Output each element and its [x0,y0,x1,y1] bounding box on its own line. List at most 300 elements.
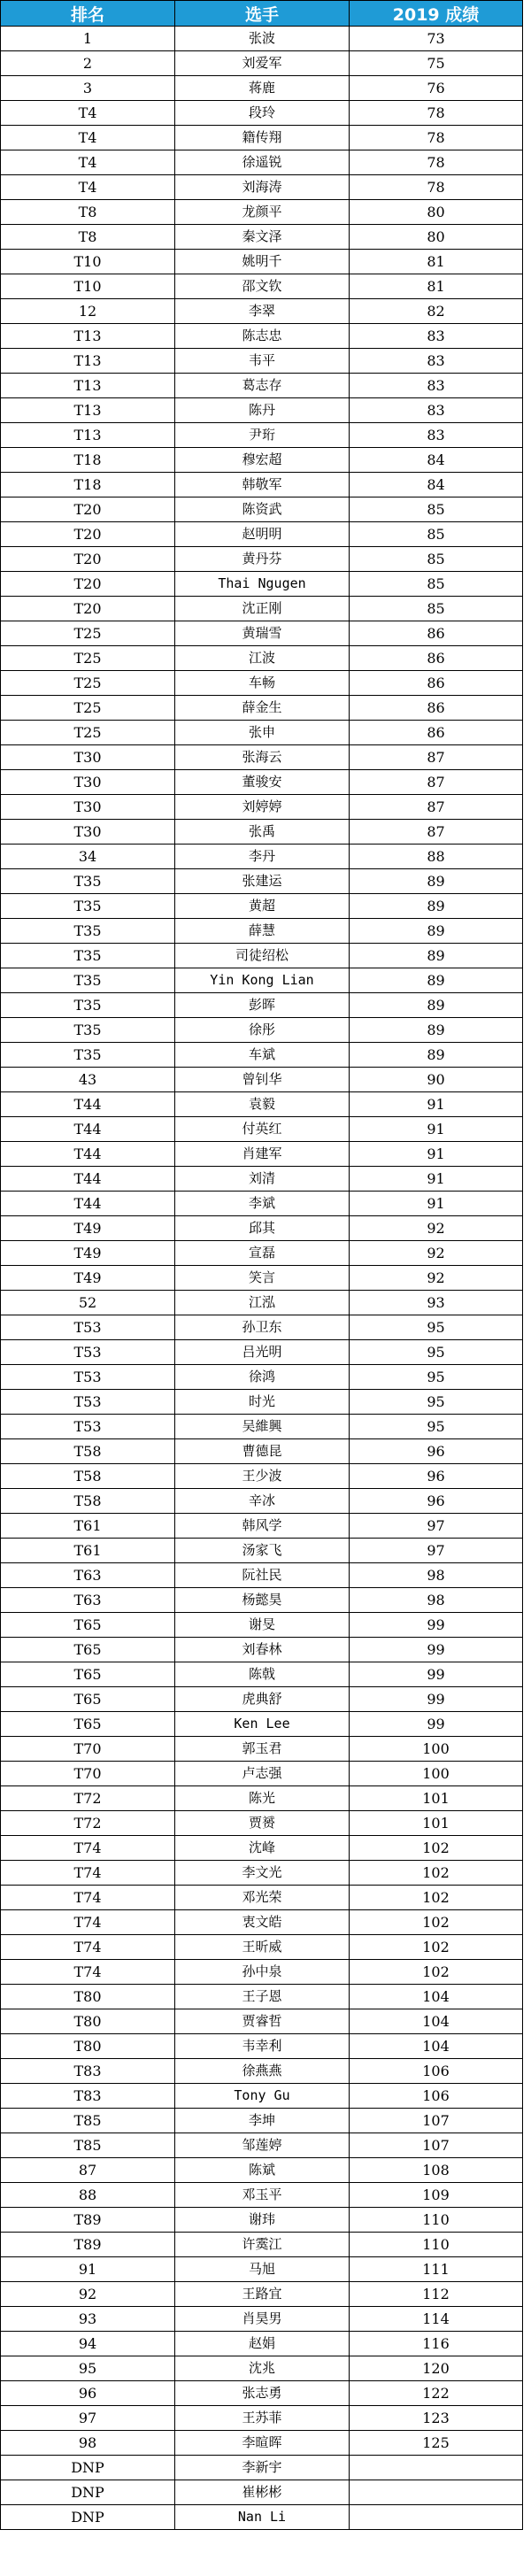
table-row [1,1737,523,1762]
rank-cell: T74 [1,1836,175,1861]
rank-cell: T8 [1,225,175,250]
rank-cell: T25 [1,671,175,696]
rank-cell: 98 [1,2431,175,2456]
rank-cell: T13 [1,349,175,374]
table-row [1,1563,523,1588]
player-name-cell: 谢玮 [175,2208,350,2233]
rank-cell: T70 [1,1737,175,1762]
player-name-cell: 彭晖 [175,993,350,1018]
score-cell: 102 [350,1960,523,1985]
score-cell: 99 [350,1662,523,1687]
table-row [1,1266,523,1291]
rank-cell: 96 [1,2381,175,2406]
player-name-cell: 刘爱军 [175,51,350,76]
player-name-cell: 徐燕燕 [175,2059,350,2084]
score-cell: 85 [350,522,523,547]
player-name-cell: 赵娟 [175,2332,350,2356]
score-cell: 91 [350,1092,523,1117]
table-row [1,2307,523,2332]
table-row [1,597,523,621]
score-cell: 92 [350,1266,523,1291]
score-cell: 106 [350,2084,523,2109]
player-name-cell: Tony Gu [175,2084,350,2109]
score-cell: 95 [350,1415,523,1439]
table-row [1,1415,523,1439]
score-cell: 123 [350,2406,523,2431]
table-row [1,1489,523,1514]
rank-cell: T20 [1,597,175,621]
score-cell: 84 [350,448,523,473]
table-row [1,2059,523,2084]
table-row [1,1638,523,1662]
player-name-cell: 时光 [175,1390,350,1415]
player-name-cell: 王昕威 [175,1935,350,1960]
player-name-cell: 段玲 [175,101,350,126]
table-row [1,2233,523,2257]
rank-cell: T74 [1,1910,175,1935]
player-name-cell: 张志勇 [175,2381,350,2406]
player-name-cell: 辛冰 [175,1489,350,1514]
player-name-cell: 沈兆 [175,2356,350,2381]
score-cell: 87 [350,745,523,770]
player-name-cell: 陈戟 [175,1662,350,1687]
score-cell: 97 [350,1514,523,1539]
player-name-cell: 李翠 [175,299,350,324]
rank-cell: T61 [1,1539,175,1563]
score-cell: 81 [350,274,523,299]
score-cell: 99 [350,1712,523,1737]
score-cell: 89 [350,1043,523,1068]
score-cell: 83 [350,324,523,349]
rank-cell: T18 [1,448,175,473]
score-cell: 89 [350,919,523,944]
player-name-cell: 黄瑞雪 [175,621,350,646]
table-row [1,1762,523,1786]
score-cell: 86 [350,621,523,646]
table-header [1,1,523,27]
rank-cell: T4 [1,150,175,175]
table-row [1,1192,523,1216]
player-name-cell: 李丹 [175,845,350,869]
table-row [1,1315,523,1340]
score-cell: 83 [350,423,523,448]
score-cell: 99 [350,1613,523,1638]
player-name-cell: 邱其 [175,1216,350,1241]
score-cell: 89 [350,993,523,1018]
player-name-cell: 沈峰 [175,1836,350,1861]
table-row [1,1117,523,1142]
player-name-cell: 李文光 [175,1861,350,1886]
rank-cell: T25 [1,621,175,646]
rank-cell: T35 [1,1018,175,1043]
table-row [1,274,523,299]
rank-cell: T25 [1,721,175,745]
table-row [1,671,523,696]
header-row [1,1,523,27]
table-row [1,1464,523,1489]
rank-cell: T13 [1,398,175,423]
player-name-cell: 车斌 [175,1043,350,1068]
rank-cell: 97 [1,2406,175,2431]
player-name-cell: 李暄晖 [175,2431,350,2456]
score-cell: 90 [350,1068,523,1092]
rank-cell: T53 [1,1315,175,1340]
player-name-cell: 孙中泉 [175,1960,350,1985]
table-row [1,2208,523,2233]
player-name-cell: 刘海涛 [175,175,350,200]
player-name-cell: 张海云 [175,745,350,770]
score-cell: 99 [350,1687,523,1712]
score-cell: 78 [350,150,523,175]
rank-cell: T20 [1,497,175,522]
table-row [1,473,523,497]
player-name-cell: Yin Kong Lian [175,968,350,993]
rank-cell: T53 [1,1415,175,1439]
player-name-cell: 司徒绍松 [175,944,350,968]
rank-cell: T53 [1,1365,175,1390]
player-name-cell: 邹莲婷 [175,2133,350,2158]
rank-cell: 1 [1,27,175,51]
player-name-cell: 阮社民 [175,1563,350,1588]
table-row [1,646,523,671]
score-cell: 91 [350,1117,523,1142]
player-name-cell: 韦幸利 [175,2034,350,2059]
player-name-cell: 汤家飞 [175,1539,350,1563]
table-row [1,1439,523,1464]
rank-cell: T70 [1,1762,175,1786]
rank-cell: T65 [1,1613,175,1638]
table-row [1,745,523,770]
rank-cell: T18 [1,473,175,497]
rank-cell: T44 [1,1167,175,1192]
table-row [1,200,523,225]
rank-cell: T80 [1,1985,175,2009]
rank-cell: T20 [1,572,175,597]
player-name-cell: 李新宇 [175,2456,350,2480]
score-cell: 88 [350,845,523,869]
score-cell: 95 [350,1340,523,1365]
score-cell: 86 [350,721,523,745]
table-row [1,76,523,101]
score-cell: 89 [350,869,523,894]
score-cell: 100 [350,1737,523,1762]
score-cell: 85 [350,572,523,597]
score-cell: 85 [350,547,523,572]
table-row [1,1687,523,1712]
score-cell: 81 [350,250,523,274]
rank-cell: T83 [1,2059,175,2084]
rank-cell: T4 [1,126,175,150]
player-name-cell: 王路宜 [175,2282,350,2307]
score-cell: 87 [350,820,523,845]
score-cell: 93 [350,1291,523,1315]
table-row [1,572,523,597]
rank-cell: 94 [1,2332,175,2356]
table-row [1,2158,523,2183]
table-row [1,2332,523,2356]
player-name-cell: 薛金生 [175,696,350,721]
rank-cell: T49 [1,1266,175,1291]
table-row [1,225,523,250]
table-row [1,2356,523,2381]
player-name-cell: 刘春林 [175,1638,350,1662]
player-name-cell: 陈资武 [175,497,350,522]
rank-cell: T35 [1,869,175,894]
score-cell: 111 [350,2257,523,2282]
rank-cell: T25 [1,646,175,671]
table-row [1,51,523,76]
table-row [1,1291,523,1315]
score-cell: 98 [350,1563,523,1588]
rank-cell: T44 [1,1117,175,1142]
score-cell: 95 [350,1315,523,1340]
score-cell: 101 [350,1811,523,1836]
score-cell: 89 [350,968,523,993]
table-row [1,869,523,894]
rank-cell: T80 [1,2009,175,2034]
player-name-cell: 穆宏超 [175,448,350,473]
score-cell [350,2456,523,2480]
player-name-cell: 肖昊男 [175,2307,350,2332]
player-name-cell: 邓光荣 [175,1886,350,1910]
player-name-cell: 徐鸿 [175,1365,350,1390]
score-cell: 73 [350,27,523,51]
rank-cell: T13 [1,324,175,349]
table-row [1,150,523,175]
score-cell: 107 [350,2133,523,2158]
table-row [1,1539,523,1563]
score-cell: 99 [350,1638,523,1662]
table-row [1,1043,523,1068]
player-name-cell: Ken Lee [175,1712,350,1737]
table-row [1,398,523,423]
score-cell: 86 [350,671,523,696]
table-row [1,1985,523,2009]
rank-cell: T44 [1,1092,175,1117]
score-cell: 110 [350,2233,523,2257]
score-cell: 86 [350,696,523,721]
player-name-cell: Nan Li [175,2505,350,2530]
rank-cell: DNP [1,2480,175,2505]
rank-cell: 87 [1,2158,175,2183]
table-row [1,1662,523,1687]
player-name-cell: 陈光 [175,1786,350,1811]
rank-cell: 92 [1,2282,175,2307]
score-cell: 96 [350,1489,523,1514]
score-cell: 76 [350,76,523,101]
table-row [1,2431,523,2456]
player-name-cell: 邵文钦 [175,274,350,299]
rank-cell: 12 [1,299,175,324]
rank-cell: 93 [1,2307,175,2332]
rank-cell: T83 [1,2084,175,2109]
player-name-cell: 刘婷婷 [175,795,350,820]
player-name-cell: 韦平 [175,349,350,374]
score-cell: 97 [350,1539,523,1563]
score-cell: 82 [350,299,523,324]
table-row [1,497,523,522]
rank-cell: T20 [1,547,175,572]
score-cell: 114 [350,2307,523,2332]
table-row [1,2109,523,2133]
player-name-cell: 秦文泽 [175,225,350,250]
table-row [1,1960,523,1985]
table-row [1,1861,523,1886]
score-cell: 102 [350,1910,523,1935]
table-row [1,522,523,547]
table-row [1,2034,523,2059]
table-row [1,1910,523,1935]
player-name-cell: 赵明明 [175,522,350,547]
rank-cell: T53 [1,1390,175,1415]
player-column-header: 选手 [175,1,350,27]
player-name-cell: 张申 [175,721,350,745]
score-cell: 122 [350,2381,523,2406]
table-row [1,2406,523,2431]
rank-cell: T4 [1,175,175,200]
score-cell: 86 [350,646,523,671]
rank-cell: 95 [1,2356,175,2381]
player-name-cell: 沈正刚 [175,597,350,621]
rank-cell: T89 [1,2233,175,2257]
rank-cell: T58 [1,1489,175,1514]
score-cell: 87 [350,770,523,795]
player-name-cell: 杨懿昊 [175,1588,350,1613]
player-name-cell: 籍传翔 [175,126,350,150]
table-row [1,1216,523,1241]
score-cell: 89 [350,944,523,968]
rank-cell: T49 [1,1216,175,1241]
player-name-cell: 卢志强 [175,1762,350,1786]
rank-cell: T65 [1,1712,175,1737]
player-name-cell: 黄丹芬 [175,547,350,572]
rank-cell: T58 [1,1439,175,1464]
table-row [1,1018,523,1043]
table-row [1,919,523,944]
table-row [1,820,523,845]
score-cell: 96 [350,1464,523,1489]
score-cell: 109 [350,2183,523,2208]
rank-cell: 2 [1,51,175,76]
rank-cell: T30 [1,820,175,845]
player-name-cell: 徐彤 [175,1018,350,1043]
score-cell: 83 [350,374,523,398]
rank-cell: T63 [1,1588,175,1613]
player-name-cell: 张建运 [175,869,350,894]
score-cell: 80 [350,200,523,225]
score-cell: 83 [350,398,523,423]
player-name-cell: 马旭 [175,2257,350,2282]
rank-cell: 3 [1,76,175,101]
rank-cell: T74 [1,1886,175,1910]
player-name-cell: 肖建军 [175,1142,350,1167]
rank-cell: 88 [1,2183,175,2208]
player-name-cell: 韩风学 [175,1514,350,1539]
rank-cell: T35 [1,968,175,993]
table-row [1,2133,523,2158]
player-name-cell: 曾钊华 [175,1068,350,1092]
rank-cell: T30 [1,745,175,770]
table-row [1,1167,523,1192]
score-cell: 78 [350,101,523,126]
table-row [1,349,523,374]
table-row [1,770,523,795]
player-name-cell: 姚明千 [175,250,350,274]
score-cell: 89 [350,1018,523,1043]
player-name-cell: 尹珩 [175,423,350,448]
score-cell: 95 [350,1390,523,1415]
player-name-cell: 葛志存 [175,374,350,398]
player-name-cell: 吕光明 [175,1340,350,1365]
table-row [1,2183,523,2208]
player-name-cell: 袁毅 [175,1092,350,1117]
player-name-cell: 李坤 [175,2109,350,2133]
rank-cell: T61 [1,1514,175,1539]
player-name-cell: 崔彬彬 [175,2480,350,2505]
player-name-cell: 孙卫东 [175,1315,350,1340]
rank-cell: T72 [1,1786,175,1811]
player-name-cell: 车畅 [175,671,350,696]
score-cell: 108 [350,2158,523,2183]
table-row [1,894,523,919]
player-name-cell: 王少波 [175,1464,350,1489]
rank-cell: T85 [1,2133,175,2158]
rank-cell: T89 [1,2208,175,2233]
table-row [1,1588,523,1613]
rank-cell: T13 [1,374,175,398]
table-row [1,2257,523,2282]
score-column-header: 2019 成绩 [350,1,523,27]
player-name-cell: 邓玉平 [175,2183,350,2208]
score-cell: 104 [350,1985,523,2009]
rank-cell: T80 [1,2034,175,2059]
rank-cell: DNP [1,2505,175,2530]
table-row [1,1142,523,1167]
table-row [1,374,523,398]
rank-cell: T44 [1,1192,175,1216]
rank-cell: 34 [1,845,175,869]
player-name-cell: 张禹 [175,820,350,845]
score-cell: 91 [350,1192,523,1216]
rank-cell: T74 [1,1861,175,1886]
table-row [1,2505,523,2530]
rank-cell: T65 [1,1662,175,1687]
score-cell: 107 [350,2109,523,2133]
score-cell: 96 [350,1439,523,1464]
table-row [1,1935,523,1960]
rank-cell: T25 [1,696,175,721]
rank-cell: T85 [1,2109,175,2133]
score-cell: 83 [350,349,523,374]
score-cell: 102 [350,1836,523,1861]
table-row [1,1514,523,1539]
score-cell: 104 [350,2034,523,2059]
table-row [1,101,523,126]
score-cell: 85 [350,597,523,621]
player-name-cell: 王子恩 [175,1985,350,2009]
score-cell: 92 [350,1216,523,1241]
table-row [1,547,523,572]
player-name-cell: 黄超 [175,894,350,919]
rank-cell: T10 [1,250,175,274]
player-name-cell: 江泓 [175,1291,350,1315]
player-name-cell: 徐遥锐 [175,150,350,175]
rank-cell: 52 [1,1291,175,1315]
score-cell: 125 [350,2431,523,2456]
score-cell [350,2480,523,2505]
table-row [1,845,523,869]
player-name-cell: 许霙江 [175,2233,350,2257]
